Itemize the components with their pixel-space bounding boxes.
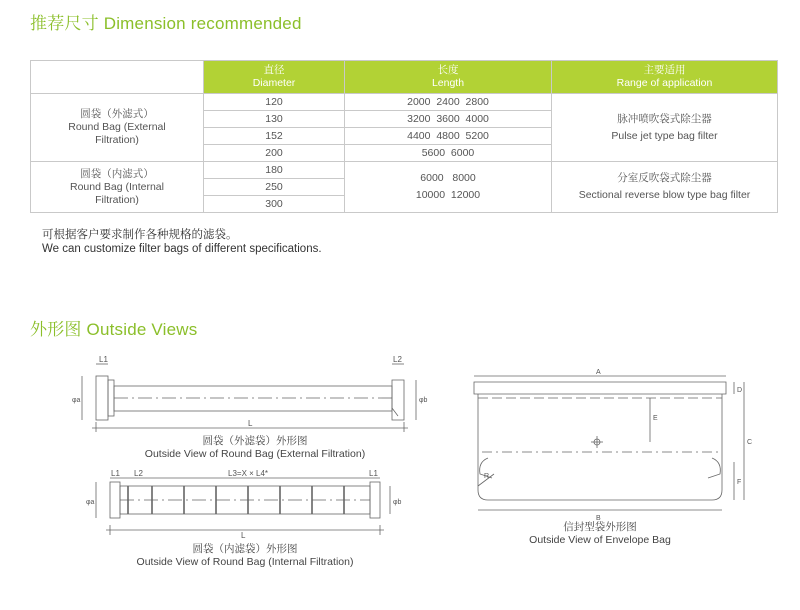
- length-value: 6000 8000: [420, 172, 476, 184]
- caption-cn: 信封型袋外形图: [563, 521, 637, 533]
- group-label-en: Round Bag (External: [68, 121, 166, 133]
- bag-ring: [108, 380, 114, 416]
- label-db: φb: [419, 397, 428, 404]
- caption-envelope: [480, 521, 720, 547]
- envelope-bag-drawing: [474, 376, 744, 510]
- label-l1: L1: [99, 355, 108, 364]
- label-l: L: [248, 419, 253, 428]
- label-f: F: [737, 479, 742, 486]
- note-en: We can customize filter bags of different specifications.: [42, 243, 322, 255]
- group-label-en: Filtration): [95, 134, 139, 146]
- label-l: L: [241, 531, 246, 540]
- label-l2: L2: [393, 355, 402, 364]
- group-label-en: Filtration): [95, 193, 139, 206]
- length-cell: 5600 6000: [345, 145, 552, 162]
- envelope-top-frame: [474, 382, 726, 394]
- application-en: Pulse jet type bag filter: [611, 129, 718, 142]
- section-heading-dimension: 推荐尺寸 Dimension recommended: [30, 14, 302, 33]
- label-a: A: [596, 369, 601, 376]
- group-label-cn: 圆袋（内滤式）: [80, 167, 154, 180]
- group-label-en: Round Bag (Internal: [70, 180, 164, 193]
- label-l3: L3=X × L4*: [228, 469, 269, 478]
- diameter-cell: 120: [204, 94, 345, 111]
- caption-en: Outside View of Round Bag (Internal Filtration): [136, 556, 354, 568]
- diameter-cell: 130: [204, 111, 345, 128]
- header-application-en: Range of application: [616, 77, 713, 89]
- label-da: φa: [86, 499, 95, 506]
- label-r: R: [484, 473, 490, 480]
- application-cn: 分室反吹袋式除尘器: [617, 172, 712, 184]
- label-b: B: [596, 515, 601, 522]
- diameter-cell: 180: [204, 162, 345, 179]
- label-e: E: [653, 415, 658, 422]
- caption-en: Outside View of Round Bag (External Filtration): [144, 448, 366, 460]
- label-c: C: [747, 439, 753, 446]
- label-l1-left: L1: [111, 469, 120, 478]
- bag-collar: [96, 376, 108, 420]
- group-label-cn: 圆袋（外滤式）: [80, 108, 154, 120]
- caption-cn: 圆袋（外滤袋）外形图: [202, 435, 308, 447]
- header-application-cn: 主要适用: [643, 64, 686, 76]
- bag-body: [114, 386, 392, 411]
- label-da: φa: [72, 397, 81, 404]
- header-diameter-en: Diameter: [252, 77, 296, 89]
- length-cell: 4400 4800 5200: [345, 128, 552, 145]
- caption-cn: 圆袋（内滤袋）外形图: [192, 543, 298, 555]
- internal-round-bag-drawing: [96, 478, 390, 535]
- label-db: φb: [393, 499, 402, 506]
- label-d: D: [737, 387, 743, 394]
- length-cell: 2000 2400 2800: [345, 94, 552, 111]
- caption-en: Outside View of Envelope Bag: [529, 534, 671, 546]
- header-diameter-cn: 直径: [263, 64, 285, 76]
- bag-collar: [370, 482, 380, 518]
- caption-internal: [95, 543, 395, 569]
- diameter-cell: 300: [204, 196, 345, 213]
- note-cn: 可根据客户要求制作各种规格的滤袋。: [42, 229, 238, 241]
- diameter-cell: 250: [204, 179, 345, 196]
- bag-bottom-cap: [392, 380, 404, 420]
- bag-bottom-detail: [392, 408, 398, 416]
- diameter-cell: 200: [204, 145, 345, 162]
- header-length-cn: 长度: [437, 64, 459, 76]
- application-en: Sectional reverse blow type bag filter: [578, 189, 751, 201]
- header-length-en: Length: [431, 77, 465, 89]
- length-value: 10000 12000: [415, 189, 481, 201]
- section-heading-outside-views: 外形图 Outside Views: [30, 320, 198, 339]
- label-l2: L2: [134, 469, 143, 478]
- envelope-body: [478, 394, 722, 500]
- bag-collar: [110, 482, 120, 518]
- caption-external: [105, 435, 405, 461]
- application-cn: 脉冲喷吹袋式除尘器: [617, 112, 712, 125]
- envelope-right-corner: [708, 458, 720, 478]
- length-cell: 3200 3600 4000: [345, 111, 552, 128]
- diameter-cell: 152: [204, 128, 345, 145]
- label-l1-right: L1: [369, 469, 378, 478]
